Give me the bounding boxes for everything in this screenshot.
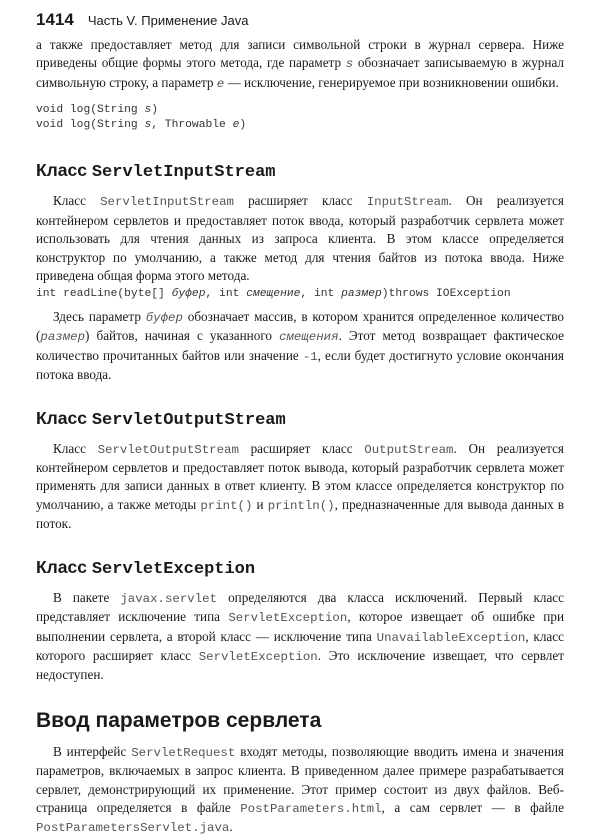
page-header (36, 10, 564, 36)
paragraph-servletinputstream: Класс ServletInputStream расширяет класс InputStream. Он реализуется контейнером сервлетов и предоставляет поток ввода, который разработчик сервлета может использовать для чтения данных из запроса клиента. В этом классе определяется конструктор по умолчанию, а также метод для чтения байтов из потока ввода. Ниже приведена общая форма этого метода. (36, 193, 564, 284)
paragraph-servletoutputstream: Класс ServletOutputStream расширяет класс OutputStream. Он реализуется контейнером сервлетов и предоставляет поток вывода, который разработчик сервлета может применять для записи данных в ответ клиенту. В этом классе определяется конструктор по умолчанию, а также методы print() и println(), предназначенные для вывода данных в поток. (36, 440, 565, 532)
paragraph-readline-description: Здесь параметр буфер обозначает массив, в котором хранится определенное количество (размер) байтов, начиная с указанного смещения. Этот метод возвращает фактическое количество прочитанных байтов или значение -1, если будет достигнуто условие окончания потока ввода. (36, 309, 564, 383)
page-number: 1414 (36, 10, 74, 29)
intro-paragraph: а также предоставляет метод для записи символьной строки в журнал сервера. Ниже приведены общие формы этого метода, где параметр s обозначает записываемую в журнал символьную строку, а параметр e — исключение, генерируемое при возникновении ошибки. (36, 37, 564, 91)
paragraph-servlet-parameters: В интерфейс ServletRequest входят методы, позволяющие вводить имена и значения параметров, включаемых в запрос клиента. В приведенном далее примере разрабатывается сервлет, демонстрирующий их применение. Этот пример состоит из двух файлов. Веб-страница определяется в файле PostParameters.html, а сам сервлет — в файле PostParametersServlet.java. (36, 743, 564, 836)
book-page (36, 10, 564, 838)
heading-servlet-parameters: Ввод параметров сервлета (36, 708, 322, 732)
code-block-log: void log(String s) void log(String s, Throwable e) (36, 104, 247, 131)
heading-servletexception: Класс ServletException (36, 556, 256, 579)
heading-servletinputstream: Класс ServletInputStream (36, 160, 276, 183)
running-title: Часть V. Применение Java (87, 13, 249, 28)
heading-servletoutputstream: Класс ServletOutputStream (36, 407, 286, 430)
paragraph-servletexception: В пакете javax.servlet определяются два класса исключений. Первый класс представляет исключение типа ServletException, которое извещает об ошибке при выполнении сервлета, а второй класс — исключение типа UnavailableException, класс которого расширяет класс ServletException. Это исключение извещает, что сервлет недоступен. (36, 589, 564, 683)
code-block-readline: int readLine(byte[] буфер, int смещение, int размер)throws IOException (36, 288, 511, 301)
